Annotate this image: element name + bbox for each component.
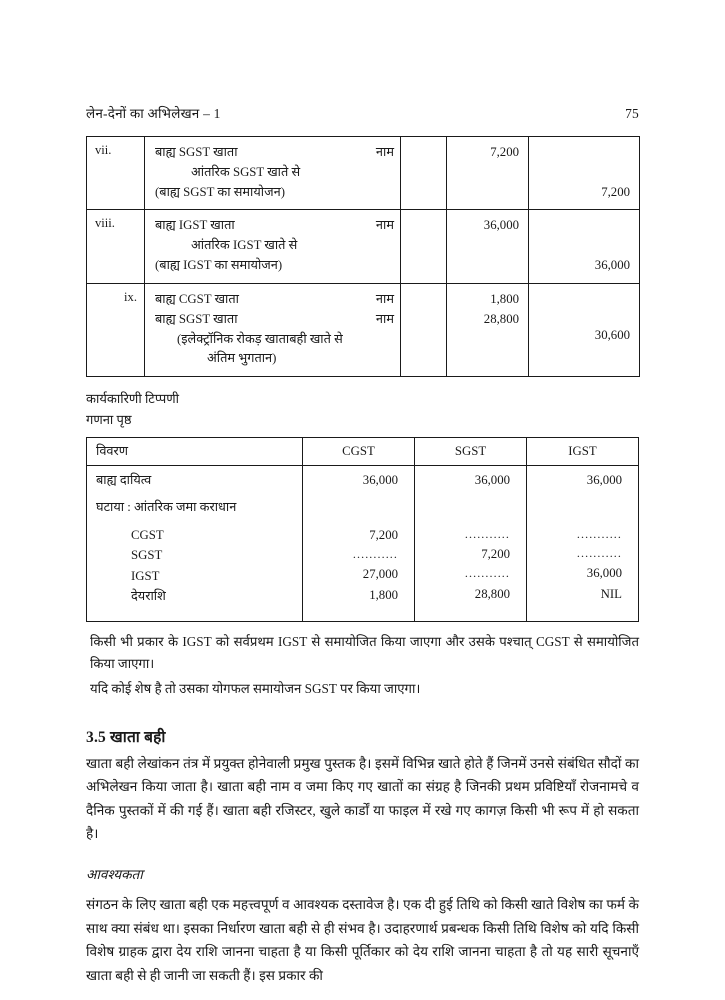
sgst-value: 7,200 xyxy=(481,546,510,561)
working-note-label xyxy=(86,388,639,430)
page-number: 75 xyxy=(625,106,639,121)
credit-amount-cell xyxy=(529,210,640,283)
debit-amount: 7,200 xyxy=(490,145,519,159)
column-header: विवरण xyxy=(96,444,129,459)
cgst-column-cell xyxy=(303,465,415,621)
particulars-line xyxy=(155,163,394,183)
credit-amount-cell xyxy=(529,283,640,376)
working-note-line-2: गणना पृष्ठ xyxy=(86,412,132,428)
particulars-line xyxy=(155,349,394,369)
debit-label: नाम xyxy=(375,145,394,159)
sgst-value: 36,000 xyxy=(474,472,510,487)
tax-row-label: SGST xyxy=(131,548,163,563)
column-header-cell xyxy=(87,438,303,465)
debit-amount: 28,800 xyxy=(483,311,519,326)
particulars-line xyxy=(155,330,394,350)
entry-number: ix. xyxy=(124,289,137,304)
debit-label: नाम xyxy=(375,218,394,233)
cgst-value: 1,800 xyxy=(369,587,398,602)
ledger-folio xyxy=(401,284,446,290)
particulars-line xyxy=(155,143,394,163)
debit-label: नाम xyxy=(375,311,394,326)
igst-column-cell xyxy=(527,465,639,621)
table-header-row xyxy=(87,438,639,465)
section-heading: 3.5 खाता बही xyxy=(86,728,166,746)
column-header-cell xyxy=(527,438,639,465)
section-paragraph-2: संगठन के लिए खाता बही एक महत्त्वपूर्ण व आवश्यक दस्तावेज है। एक दी हुई तिथि को किसी खाते विशेष का फर्म के साथ क्या संबंध था। इसका निर्धारण खाता बही से ही संभव है। उदाहरणार्थ प्रबन्धक किसी तिथि विशेष को यदि किसी विशेष ग्राहक द्वारा देय राशि जानना चाहता है या किसी पूर्तिकार को देय राशि जानना चाहता है तो यह सारी सूचनाएँ खाता बही से ही जानी जा सकती हैं। इस प्रकार की xyxy=(86,897,639,983)
igst-value: 36,000 xyxy=(586,472,622,487)
table-row xyxy=(87,137,640,210)
igst-value: ........... xyxy=(576,526,622,541)
debit-amount-cell xyxy=(447,283,529,376)
tax-row-label: IGST xyxy=(131,568,160,583)
computation-table xyxy=(86,437,639,621)
sgst-column-cell xyxy=(415,465,527,621)
cgst-value: 27,000 xyxy=(362,567,398,582)
table-row xyxy=(87,465,639,621)
working-note-line-1: कार्यकारिणी टिप्पणी xyxy=(86,391,180,407)
ledger-folio xyxy=(401,210,446,216)
ledger-folio-cell xyxy=(401,210,447,283)
cgst-value: 36,000 xyxy=(362,472,398,487)
page-content xyxy=(86,104,639,987)
sgst-value: ........... xyxy=(464,526,510,541)
column-header: IGST xyxy=(568,444,597,459)
less-label: घटाया : आंतरिक जमा कराधान xyxy=(96,500,237,515)
section-paragraph-1: खाता बही लेखांकन तंत्र में प्रयुक्त होनेवाली प्रमुख पुस्तक है। इसमें विभिन्न खाते होते हैं जिनमें उनसे संबंधित सौदों का अभिलेखन किया जाता है। खाता बही नाम व जमा किए गए खातों का संग्रह है जिनकी प्रथम प्रविष्टियाँ रोजनामचे व दैनिक पुस्तकों में की गई हैं। खाता बही रजिस्टर, खुले कार्डों या फाइल में रखे गए कागज़ किसी भी रूप में हो सकता है। xyxy=(86,755,639,842)
row-label: बाह्य दायित्व xyxy=(96,472,152,487)
particulars-line xyxy=(155,183,394,203)
particulars-text: बाह्य IGST खाता xyxy=(155,218,235,233)
particulars-narration: अंतिम भुगतान) xyxy=(207,351,277,366)
description-cell xyxy=(87,465,303,621)
adjustment-note-1: किसी भी प्रकार के IGST को सर्वप्रथम IGST से समायोजित किया जाएगा और उसके पश्चात् CGST से समायोजित किया जाएगा। xyxy=(90,633,639,672)
particulars-line xyxy=(155,310,394,330)
particulars-line xyxy=(155,290,394,310)
adjustment-note-2: यदि कोई शेष है तो उसका योगफल समायोजन SGST पर किया जाएगा। xyxy=(90,680,421,696)
igst-value: ........... xyxy=(576,545,622,560)
journal-entries-table xyxy=(86,136,640,377)
particulars-line xyxy=(155,216,394,236)
entry-number-cell xyxy=(87,283,145,376)
debit-amount-cell xyxy=(447,137,529,210)
subsection-heading: आवश्यकता xyxy=(86,867,143,883)
particulars-cell xyxy=(145,210,401,283)
particulars-cell xyxy=(145,137,401,210)
table-row xyxy=(87,210,640,283)
column-header: CGST xyxy=(342,444,375,459)
column-header-cell xyxy=(303,438,415,465)
entry-number: vii. xyxy=(95,143,112,157)
particulars-narration: (बाह्य SGST का समायोजन) xyxy=(155,184,285,199)
entry-number-cell xyxy=(87,137,145,210)
running-head-title: लेन-देनों का अभिलेखन – 1 xyxy=(86,106,221,121)
ledger-folio-cell xyxy=(401,137,447,210)
particulars-line xyxy=(155,236,394,256)
particulars-text: आंतरिक SGST खाते से xyxy=(191,164,301,179)
tax-row-label: देयराशि xyxy=(131,589,166,604)
igst-value: NIL xyxy=(600,586,622,601)
credit-amount: 7,200 xyxy=(601,184,630,199)
debit-amount: 36,000 xyxy=(483,218,519,233)
igst-value: 36,000 xyxy=(586,566,622,581)
debit-amount-cell xyxy=(447,210,529,283)
particulars-text: बाह्य SGST खाता xyxy=(155,311,238,326)
particulars-line xyxy=(155,256,394,276)
particulars-text: आंतरिक IGST खाते से xyxy=(191,238,298,253)
tax-row-label: CGST xyxy=(131,527,164,542)
column-header-cell xyxy=(415,438,527,465)
particulars-cell xyxy=(145,283,401,376)
cgst-value: 7,200 xyxy=(369,527,398,542)
particulars-narration: (बाह्य IGST का समायोजन) xyxy=(155,258,283,273)
sgst-value: ........... xyxy=(464,566,510,581)
column-header: SGST xyxy=(454,444,487,459)
entry-number-cell xyxy=(87,210,145,283)
ledger-folio-cell xyxy=(401,283,447,376)
sgst-value: 28,800 xyxy=(474,586,510,601)
credit-amount-cell xyxy=(529,137,640,210)
debit-label: नाम xyxy=(375,291,394,306)
table-row xyxy=(87,283,640,376)
entry-number: viii. xyxy=(95,216,115,231)
particulars-narration: (इलेक्ट्रॉनिक रोकड़ खाताबही खाते से xyxy=(177,331,343,346)
credit-amount: 30,600 xyxy=(594,327,630,342)
ledger-folio xyxy=(401,137,446,143)
particulars-text: बाह्य CGST खाता xyxy=(155,291,239,306)
debit-amount: 1,800 xyxy=(490,291,519,306)
credit-amount: 36,000 xyxy=(594,258,630,273)
cgst-value: ........... xyxy=(352,547,398,562)
particulars-text: बाह्य SGST खाता xyxy=(155,145,238,159)
running-head xyxy=(86,104,639,122)
